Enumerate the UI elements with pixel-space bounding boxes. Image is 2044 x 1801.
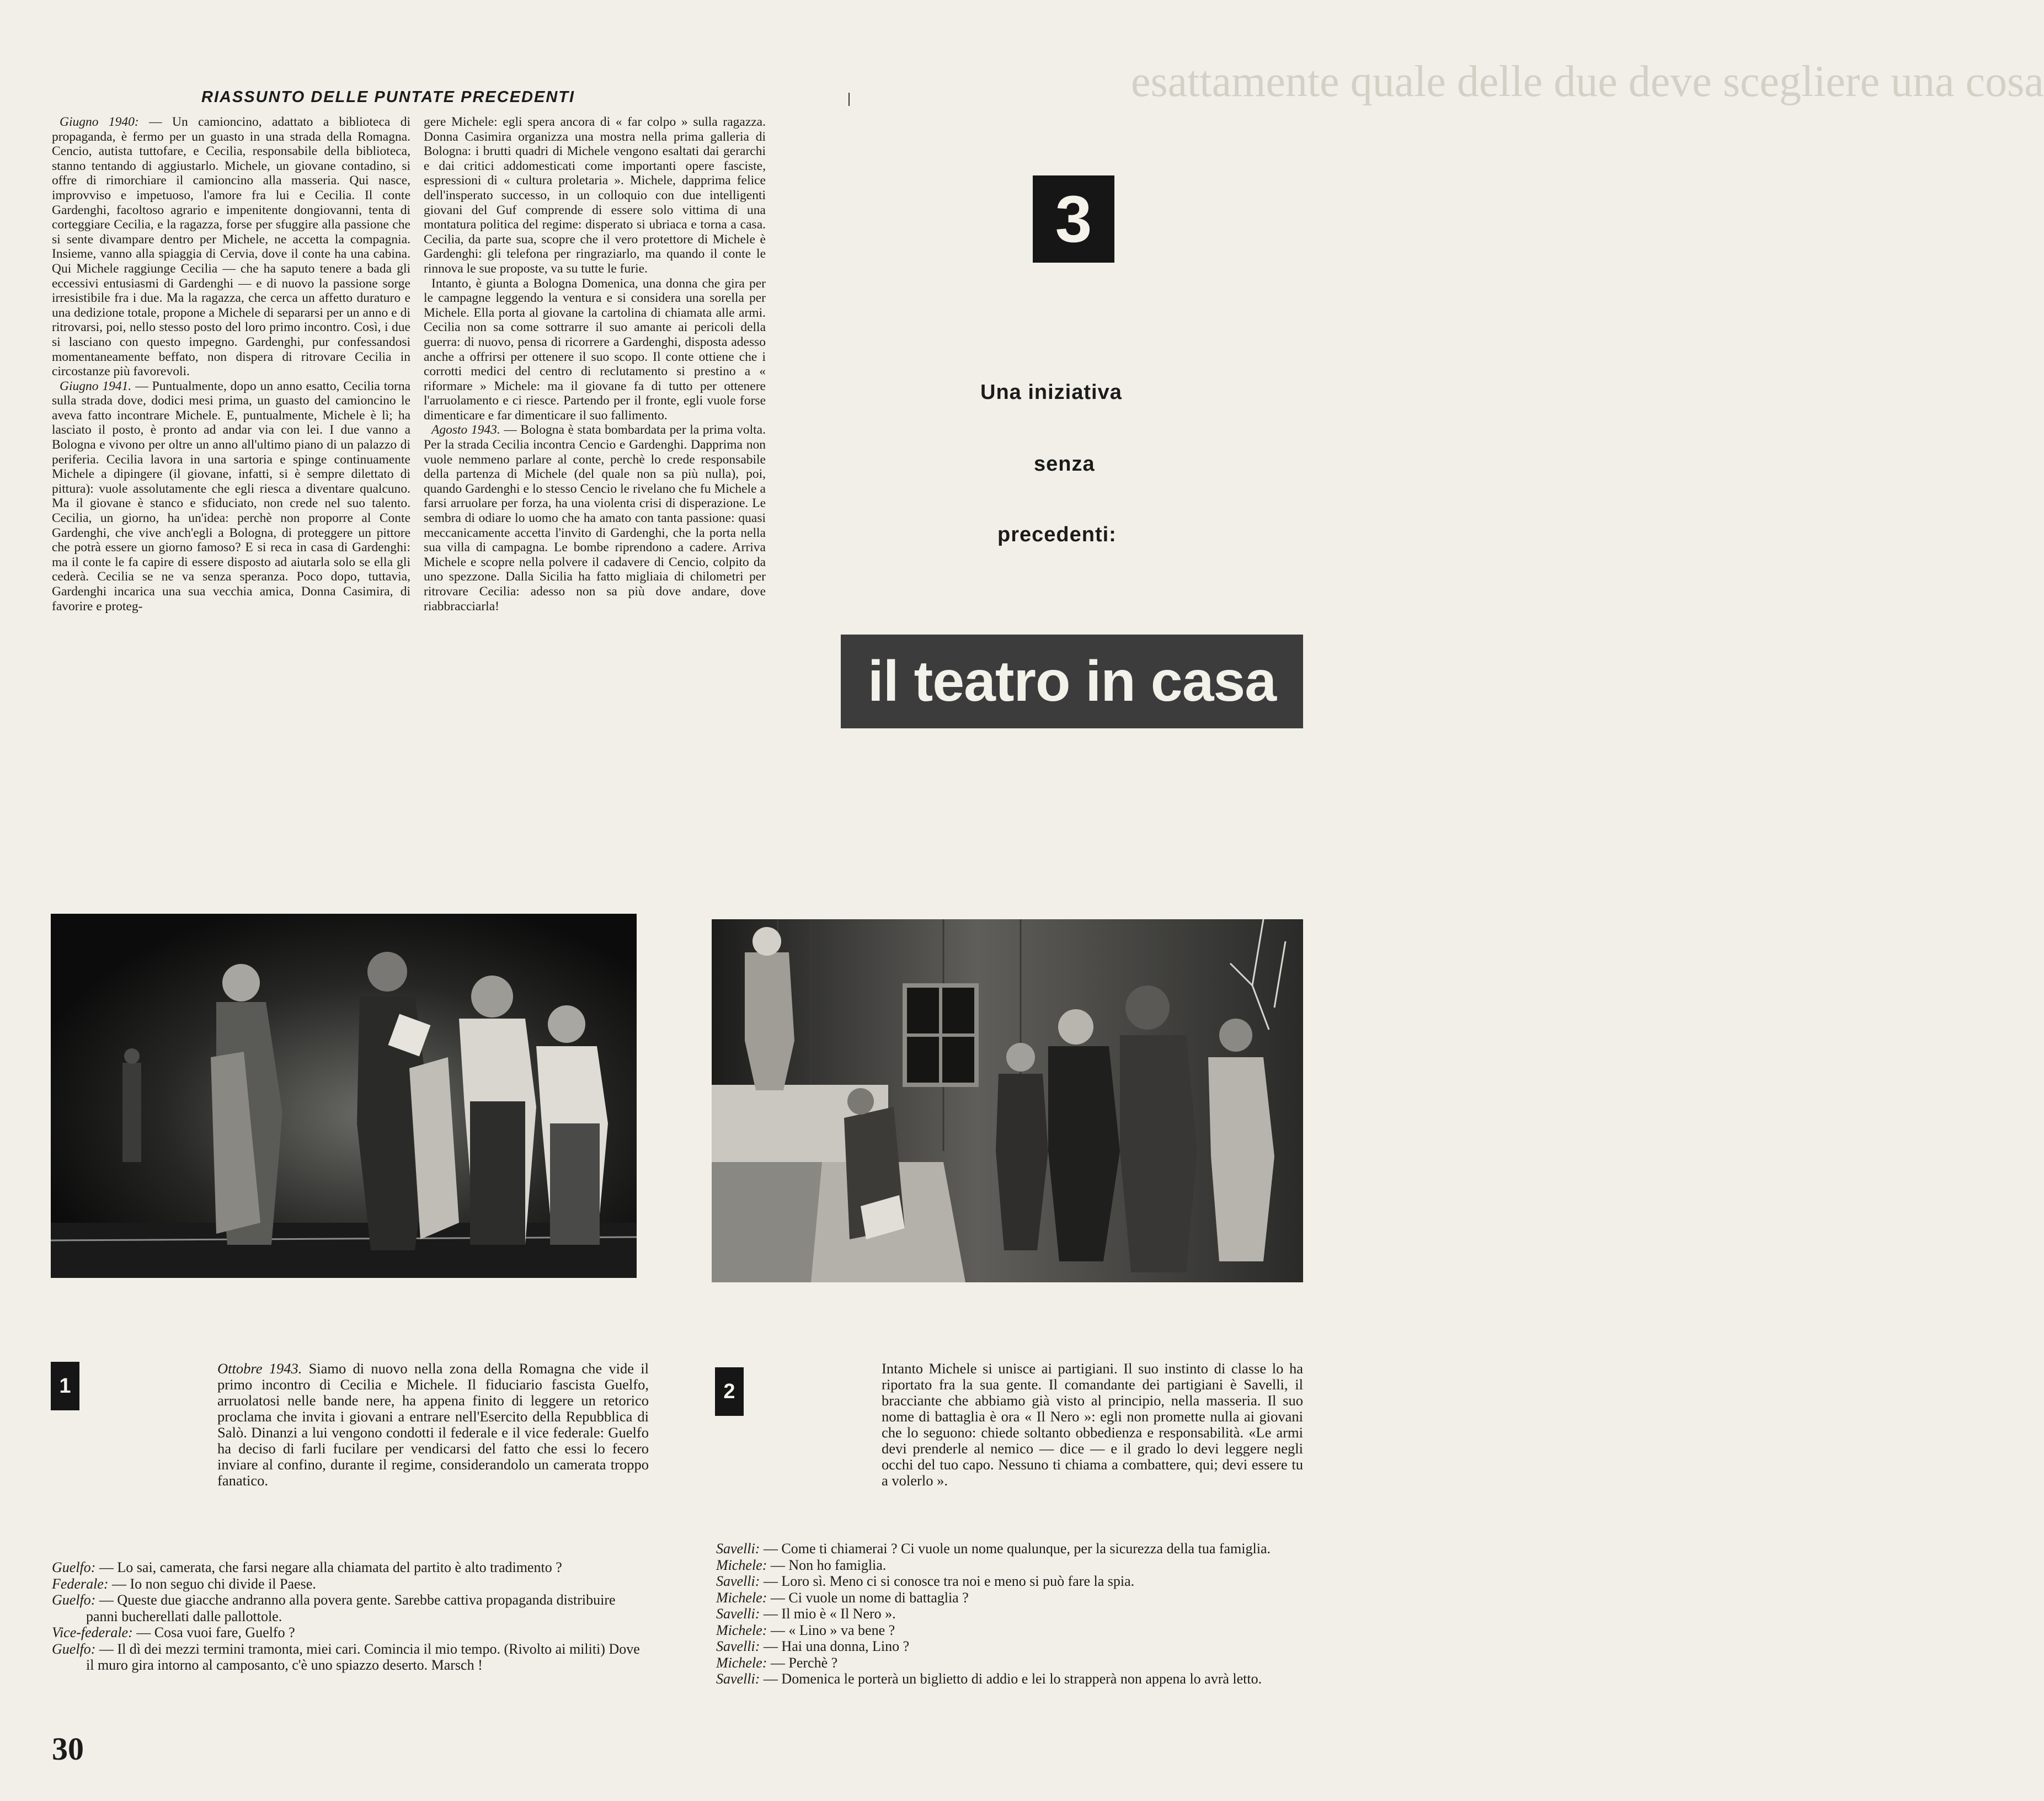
panel-2-number: 2 [715, 1367, 744, 1416]
dialogue-text: — Io non seguo chi divide il Paese. [108, 1575, 316, 1592]
dialogue-speaker: Savelli: [716, 1638, 760, 1654]
subtitle-line-3: precedenti: [997, 523, 1117, 546]
dialogue-text: — Domenica le porterà un biglietto di addio e lei lo strapperà non appena lo avrà letto. [760, 1671, 1262, 1687]
panel-2-dialogue [716, 1541, 1305, 1687]
dialogue-speaker: Guelfo: [52, 1640, 96, 1657]
dialogue-line [716, 1590, 1305, 1606]
panel-1-dialogue [52, 1559, 648, 1674]
dialogue-text: — Il mio è « Il Nero ». [760, 1606, 896, 1622]
dialogue-text: — Lo sai, camerata, che farsi negare alla chiamata del partito è alto tradimento ? [95, 1559, 562, 1575]
dialogue-text: — Il dì dei mezzi termini tramonta, miei cari. Comincia il mio tempo. (Rivolto ai militi) Dove il muro gira intorno al camposanto, c'è uno spiazzo deserto. Marsch ! [86, 1640, 640, 1673]
dialogue-line [716, 1573, 1305, 1590]
dialogue-line [716, 1655, 1305, 1671]
dialogue-line [716, 1671, 1305, 1687]
recap-paragraph [52, 379, 410, 614]
dialogue-text: — Come ti chiamerai ? Ci vuole un nome qualunque, per la sicurezza della tua famiglia. [760, 1541, 1271, 1557]
recap-paragraph [424, 115, 766, 276]
dialogue-speaker: Savelli: [716, 1573, 760, 1589]
panel-1-caption [217, 1361, 649, 1489]
panel-1-caption-date: Ottobre 1943. [217, 1360, 302, 1377]
dialogue-line [716, 1541, 1305, 1557]
recap-date: Agosto 1943. [431, 423, 500, 438]
dialogue-line [52, 1559, 648, 1576]
stage-photo-1 [51, 914, 637, 1278]
recap-text: — Un camioncino, adattato a biblioteca di propaganda, è fermo per un guasto in una strada della Romagna. Cencio, autista tuttofare, e Cecilia, responsabile della biblioteca, stanno tentando di aggiustarlo. Michele, un giovane contadino, si offre di rimorchiare il camioncino alla masseria. Qui nasce, improvviso e impetuoso, l'amore fra lui e Cecilia. Il conte Gardenghi, facoltoso agrario e impenitente dongiovanni, tenta di corteggiare Cecilia, e la ragazza, forse per sfuggire alla passione che si sente divampare dentro per Michele, ne accetta la compagnia. Insieme, vanno alla spiaggia di Cervia, dove il conte ha una cabina. Qui Michele raggiunge Cecilia — che ha saputo tenere a bada gli eccessivi entusiasmi di Gardenghi — e di nuovo la passione sorge irresistibile fra i due. Ma la ragazza, che cerca un affetto duraturo e una dedizione totale, propone a Michele di separarsi per un anno e di ritrovarsi, poi, nello stesso posto del loro primo incontro. Così, i due si lasciano con questo impegno. Gardenghi, pur confessandosi momentaneamente beffato, non dispera di ritrovare Cecilia in circostanze più favorevoli. [52, 115, 410, 379]
subtitle-line-2: senza [1034, 452, 1095, 476]
recap-text: gere Michele: egli spera ancora di « far colpo » sulla ragazza. Donna Casimira organizza una mostra nella prima galleria di Bologna: i brutti quadri di Michele vengono esaltati dai gerarchi e dai critici addomesticati come importanti opere fasciste, espressioni di « cultura proletaria ». Michele, dapprima felice dell'insperato successo, in un colloquio con due intelligenti giovani del Guf comprende di essere solo vittima di una montatura politica del regime: disperato si ubriaca e torna a casa. Cecilia, da parte sua, scopre che il vero protettore di Michele è Gardenghi: gli telefona per ringraziarlo, ma quando il conte le rinnova le sue proposte, va su tutte le furie. [424, 115, 766, 276]
dialogue-line [52, 1624, 648, 1641]
dialogue-speaker: Michele: [716, 1589, 767, 1606]
panel-1-number: 1 [51, 1362, 79, 1410]
stage-photo-1-image [51, 914, 637, 1278]
stage-photo-2 [712, 919, 1303, 1282]
recap-paragraph [424, 276, 766, 423]
subtitle-line-1: Una iniziativa [980, 381, 1122, 404]
recap-date: Giugno 1941. [60, 379, 132, 393]
crop-mark [848, 93, 850, 106]
dialogue-speaker: Vice-federale: [52, 1624, 133, 1640]
panel-2-caption [882, 1361, 1303, 1489]
dialogue-line [52, 1576, 648, 1592]
dialogue-text: — Loro sì. Meno ci si conosce tra noi e meno si può fare la spia. [760, 1573, 1135, 1589]
stage-photo-2-image [712, 919, 1303, 1282]
dialogue-line [52, 1592, 648, 1624]
dialogue-speaker: Guelfo: [52, 1592, 96, 1608]
dialogue-text: — Ci vuole un nome di battaglia ? [767, 1589, 969, 1606]
dialogue-line [716, 1622, 1305, 1639]
article-title: il teatro in casa [841, 635, 1303, 728]
recap-text: Intanto, è giunta a Bologna Domenica, una donna che gira per le campagne leggendo la ventura e si considera una sorella per Michele. Ella porta al giovane la cartolina di chiamata alle armi. Cecilia non sa come sottrarre il suo amante ai pericoli della guerra: di nuovo, pensa di ricorrere a Gardenghi, disposta adesso anche a offrirsi per ottenere il suo scopo. Il conte ottiene che i corrotti medici del centro di reclutamento si prestino a « riformare » Michele: ma il giovane fa di tutto per ottenere l'arruolamento e ci riesce. Partendo per il fronte, egli vuole forse dimenticare e far dimenticare il suo fallimento. [424, 276, 766, 423]
panel-1-caption-text: Siamo di nuovo nella zona della Romagna che vide il primo incontro di Cecilia e Michele. Il fiduciario fascista Guelfo, arruolatosi nelle bande nere, ha appena finito di leggere un retorico proclama che invita i giovani a entrare nell'Esercito della Repubblica di Salò. Dinanzi a lui vengono condotti il federale e il vice federale: Guelfo ha deciso di farli fucilare per vendicarsi del fatto che essi lo fecero inviare al confino, durante il regime, considerandolo un camerata troppo fanatico. [217, 1360, 649, 1489]
dialogue-line [52, 1641, 648, 1674]
part-number: 3 [1033, 175, 1114, 263]
dialogue-speaker: Savelli: [716, 1606, 760, 1622]
dialogue-text: — Queste due giacche andranno alla povera gente. Sarebbe cattiva propaganda distribuire panni bucherellati dalle pallottole. [86, 1592, 616, 1624]
dialogue-text: — Cosa vuoi fare, Guelfo ? [132, 1624, 295, 1640]
dialogue-speaker: Michele: [716, 1622, 767, 1638]
dialogue-line [716, 1557, 1305, 1574]
recap-paragraph [52, 115, 410, 379]
recap-column-2 [424, 115, 766, 614]
dialogue-text: — Perchè ? [767, 1654, 838, 1671]
dialogue-speaker: Savelli: [716, 1671, 760, 1687]
recap-text: — Puntualmente, dopo un anno esatto, Cecilia torna sulla strada dove, dodici mesi prima, un guasto del camioncino le aveva fatto incontrare Michele. E, puntualmente, Michele è lì; ha lasciato il posto, è pronto ad andar via con lei. I due vanno a Bologna e vivono per oltre un anno all'ultimo piano di un palazzo di periferia. Cecilia lavora in una sartoria e spinge continuamente Michele a dipingere (il giovane, infatti, si è sempre dilettato di pittura): vuole assolutamente che egli riesca a diventare qualcuno. Ma il giovane è stanco e sfiduciato, non crede nel suo talento. Cecilia, un giorno, ha un'idea: perchè non proporre al Conte Gardenghi, che vive anch'egli a Bologna, di proteggere un pittore che potrà essere un giorno famoso? E si reca in casa di Gardenghi: ma il conte le fa capire di essere disposto ad aiutarla solo se ella gli cederà. Cecilia se ne va senza speranza. Poco dopo, tuttavia, Gardenghi incarica una sua vecchia amica, Donna Casimira, di favorire e proteg- [52, 379, 411, 614]
dialogue-speaker: Michele: [716, 1654, 767, 1671]
dialogue-text: — Non ho famiglia. [767, 1557, 887, 1573]
dialogue-speaker: Savelli: [716, 1541, 760, 1557]
recap-heading: RIASSUNTO DELLE PUNTATE PRECEDENTI [201, 88, 575, 106]
panel-2-caption-text: Intanto Michele si unisce ai partigiani. Il suo instinto di classe lo ha riportato fra la sua gente. Il comandante dei partigiani è Savelli, il bracciante che abbiamo già visto al principio, nella masseria. Il suo nome di battaglia è ora « Il Nero »: egli non promette nulla ai giovani che lo seguono: chiede soltanto obbedienza e responsabilità. «Le armi devi prenderle al nemico — dice — e il grado lo devi leggere negli occhi del tuo capo. Nessuno ti chiama a combattere, qui; devi essere tu a volerlo ». [882, 1360, 1303, 1489]
dialogue-text: — « Lino » va bene ? [767, 1622, 895, 1638]
recap-paragraph [424, 423, 766, 614]
recap-text: — Bologna è stata bombardata per la prima volta. Per la strada Cecilia incontra Cencio e Gardenghi. Dapprima non vuole nemmeno parlare al conte, perchè lo crede responsabile della partenza di Michele (del quale non sa più nulla), poi, quando Gardenghi e lo stesso Cencio le rivelano che fu Michele a farsi arruolare per forza, ha una violenta crisi di disperazione. Le sembra di odiare lo uomo che ha amato con tanta passione: quasi meccanicamente accetta l'invito di Gardenghi, che la porta nella sua villa di campagna. Le bombe riprendono a cadere. Arriva Michele e scopre nella polvere il cadavere di Cencio, colpito da uno spezzone. Dalla Sicilia ha fatto migliaia di chilometri per ritrovare Cecilia: adesso non sa più dove andare, dove riabbracciarla! [424, 423, 766, 614]
dialogue-speaker: Guelfo: [52, 1559, 96, 1575]
recap-date: Giugno 1940: [60, 115, 139, 129]
recap-column-1 [52, 115, 410, 614]
dialogue-text: — Hai una donna, Lino ? [760, 1638, 910, 1654]
dialogue-speaker: Michele: [716, 1557, 767, 1573]
bleed-text: esattamente quale delle due deve scegliere una cosa [1131, 57, 2044, 106]
dialogue-line [716, 1606, 1305, 1622]
dialogue-line [716, 1638, 1305, 1655]
page-number: 30 [52, 1731, 84, 1767]
dialogue-speaker: Federale: [52, 1575, 109, 1592]
